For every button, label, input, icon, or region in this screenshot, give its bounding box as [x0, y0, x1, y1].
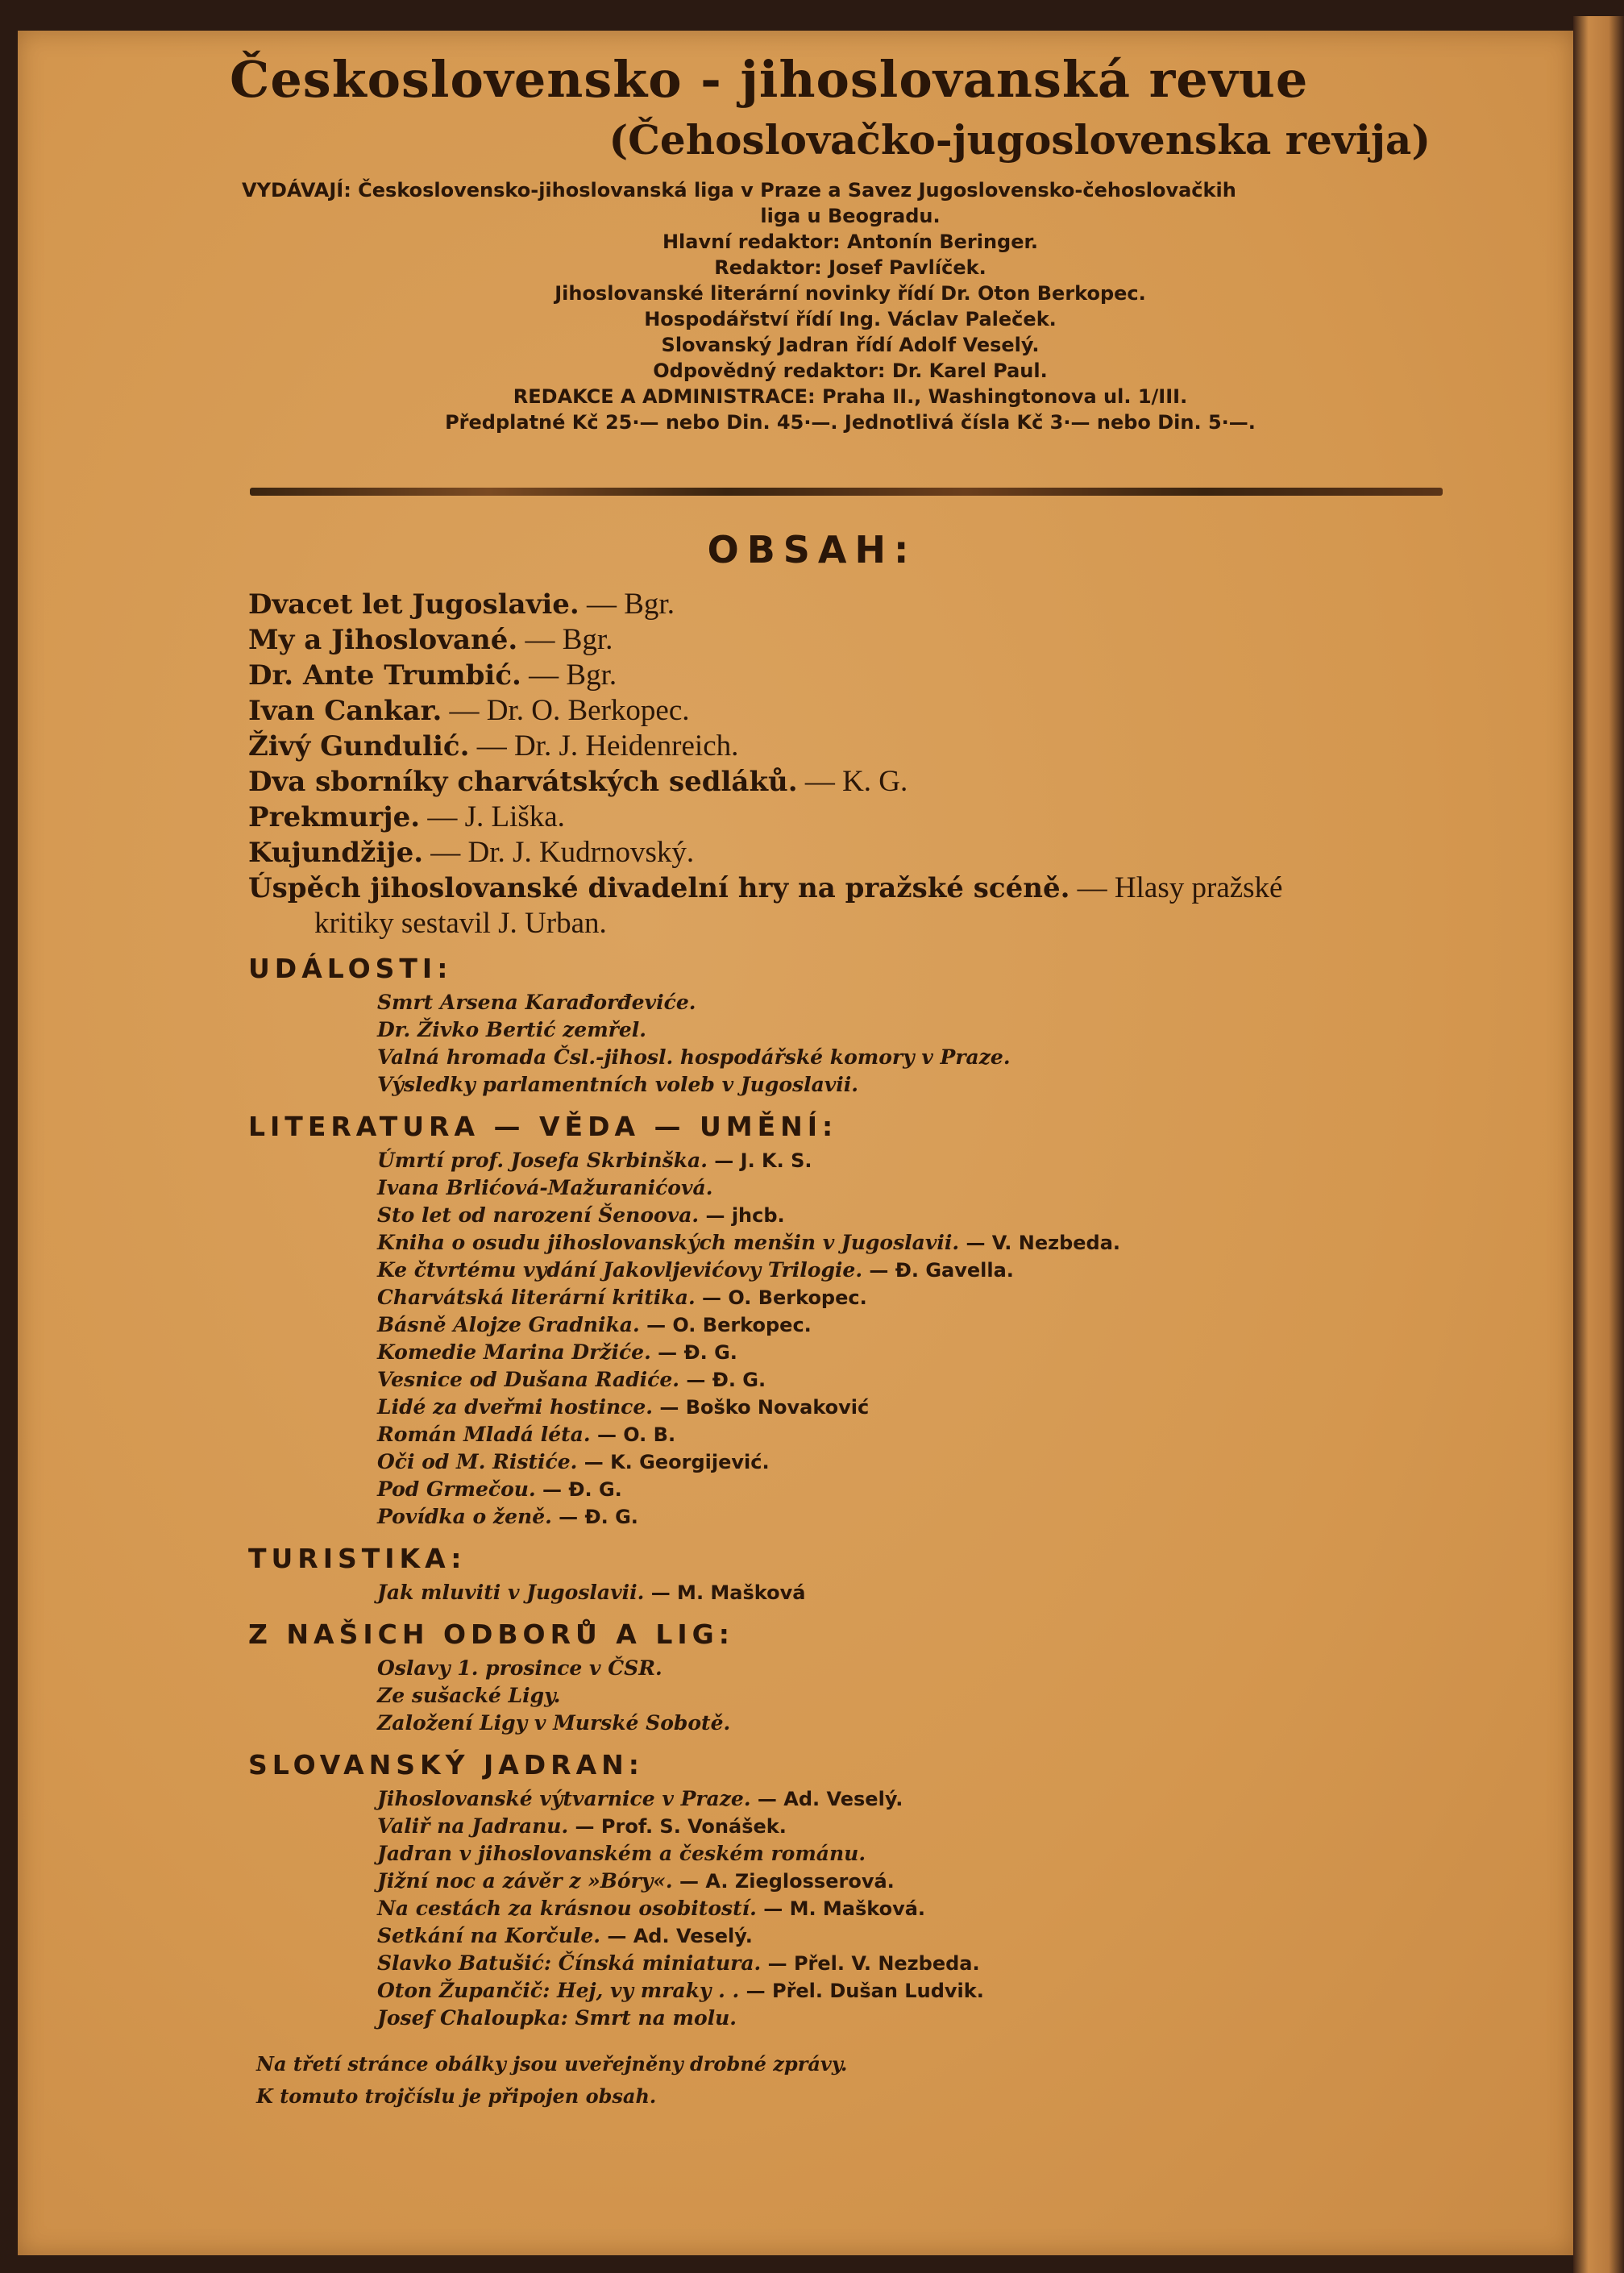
table-of-contents — [248, 587, 1457, 2113]
item-title: Ze sušacké Ligy. — [377, 1684, 561, 1707]
imprint-line: Předplatné Kč 25·— nebo Din. 45·—. Jednotlivá čísla Kč 3·— nebo Din. 5·—. — [445, 411, 1256, 434]
item-title: Úmrtí prof. Josefa Skrbinška. — [377, 1149, 708, 1172]
article-title: Prekmurje. — [248, 801, 421, 833]
item-title: Povídka o ženě. — [377, 1505, 552, 1528]
item-title: Básně Alojze Gradnika. — [377, 1313, 640, 1336]
imprint-line: liga u Beogradu. — [760, 205, 941, 227]
item-author: — O. B. — [590, 1423, 676, 1446]
item-author: — A. Zieglosserová. — [672, 1870, 895, 1893]
imprint-block — [242, 177, 1459, 435]
main-article-item — [248, 658, 1457, 693]
article-author: — Bgr. — [521, 659, 617, 692]
imprint-line: Hlavní redaktor: Antonín Beringer. — [662, 231, 1039, 253]
item-author: — Boško Novaković — [652, 1396, 870, 1419]
section-item — [248, 1202, 1457, 1229]
section-item — [248, 1394, 1457, 1421]
section-heading-turistika: TURISTIKA: — [248, 1543, 467, 1574]
item-author: — Đ. G. — [535, 1478, 622, 1501]
main-article-item — [248, 871, 1457, 906]
main-article-item — [248, 693, 1457, 729]
item-author: — M. Mašková — [644, 1581, 806, 1604]
imprint-line: Odpovědný redaktor: Dr. Karel Paul. — [653, 359, 1048, 382]
section-item — [248, 1977, 1457, 2005]
item-author: — K. Georgijević. — [577, 1451, 770, 1473]
section-heading-odboru: Z NAŠICH ODBORŮ A LIG: — [248, 1619, 734, 1650]
item-author: — Prof. S. Vonášek. — [568, 1815, 787, 1838]
notes-block — [248, 2048, 1457, 2113]
article-author: — K. G. — [797, 765, 908, 798]
contents-heading: OBSAH: — [707, 528, 917, 571]
item-title: Jižní noc a závěr z »Bóry«. — [377, 1869, 673, 1893]
main-articles-list — [248, 587, 1457, 906]
journal-subtitle: (Čehoslovačko-jugoslovenska revija) — [608, 116, 1431, 164]
section-item — [248, 1895, 1457, 1922]
item-title: Ke čtvrtému vydání Jakovljevićovy Trilogie. — [377, 1258, 863, 1282]
section-item — [248, 1868, 1457, 1895]
main-article-item — [248, 764, 1457, 800]
section-item — [248, 1257, 1457, 1284]
note-line: K tomuto trojčíslu je připojen obsah. — [256, 2084, 657, 2108]
article-author: — Dr. J. Kudrnovský. — [423, 836, 695, 869]
item-title: Jak mluviti v Jugoslavii. — [377, 1581, 645, 1604]
item-title: Román Mladá léta. — [377, 1423, 591, 1446]
main-article-item — [248, 835, 1457, 871]
item-title: Sto let od narození Šenoova. — [377, 1203, 700, 1227]
note-line: Na třetí stránce obálky jsou uveřejněny drobné zprávy. — [256, 2052, 848, 2076]
article-author: — J. Liška. — [420, 800, 565, 833]
section-heading-literatura: LITERATURA — VĚDA — UMĚNÍ: — [248, 1111, 838, 1142]
main-article-item — [248, 729, 1457, 764]
item-title: Smrt Arsena Karađorđeviće. — [377, 991, 696, 1014]
section-item — [248, 1579, 1457, 1606]
section-item — [248, 1071, 1457, 1099]
item-title: Slavko Batušić: Čínská miniatura. — [377, 1951, 762, 1975]
item-title: Jihoslovanské výtvarnice v Praze. — [377, 1787, 751, 1810]
book-spine-edge — [1573, 16, 1624, 2273]
article-title: Ivan Cankar. — [248, 695, 442, 727]
main-item-continuation: kritiky sestavil J. Urban. — [314, 907, 607, 940]
section-item — [248, 989, 1457, 1016]
item-author: — Ad. Veselý. — [600, 1925, 753, 1947]
item-title: Výsledky parlamentních voleb v Jugoslavii. — [377, 1073, 858, 1096]
main-article-item — [248, 800, 1457, 835]
imprint-line: Redaktor: Josef Pavlíček. — [714, 256, 986, 279]
article-author: — Dr. O. Berkopec. — [442, 694, 690, 727]
section-item — [248, 1016, 1457, 1044]
article-title: Úspěch jihoslovanské divadelní hry na pražské scéně. — [248, 872, 1070, 904]
article-title: Dvacet let Jugoslavie. — [248, 588, 579, 621]
imprint-line: Jihoslovanské literární novinky řídí Dr. Oton Berkopec. — [554, 282, 1146, 305]
item-title: Kniha o osudu jihoslovanských menšin v Jugoslavii. — [377, 1231, 960, 1254]
section-item — [248, 1682, 1457, 1710]
article-author: — Dr. J. Heidenreich. — [469, 729, 739, 763]
item-title: Pod Grmečou. — [377, 1477, 536, 1501]
section-item — [248, 1421, 1457, 1448]
item-title: Charvátská literární kritika. — [377, 1286, 696, 1309]
item-title: Oči od M. Ristiće. — [377, 1450, 578, 1473]
section-item — [248, 1476, 1457, 1503]
section-item — [248, 1813, 1457, 1840]
item-author: — Přel. Dušan Ludvik. — [739, 1980, 984, 2002]
item-title: Vesnice od Dušana Radiće. — [377, 1368, 680, 1391]
section-item — [248, 1311, 1457, 1339]
item-title: Valiř na Jadranu. — [377, 1814, 569, 1838]
contents-sections — [248, 952, 1457, 2032]
article-title: Dr. Ante Trumbić. — [248, 659, 521, 692]
section-item — [248, 1922, 1457, 1950]
section-item — [248, 1503, 1457, 1531]
main-article-item — [248, 622, 1457, 658]
item-title: Ivana Brlićová-Mažuranićová. — [377, 1176, 713, 1199]
imprint-line: Slovanský Jadran řídí Adolf Veselý. — [661, 334, 1040, 356]
item-title: Na cestách za krásnou osobitostí. — [377, 1897, 757, 1920]
item-title: Dr. Živko Bertić zemřel. — [377, 1018, 646, 1041]
decorative-rule — [250, 488, 1443, 496]
section-item — [248, 1950, 1457, 1977]
item-author: — jhcb. — [699, 1204, 785, 1227]
section-item — [248, 1448, 1457, 1476]
item-author: — O. Berkopec. — [639, 1314, 812, 1336]
article-author: — Bgr. — [517, 623, 613, 656]
article-author: — Bgr. — [579, 588, 675, 621]
section-item — [248, 1710, 1457, 1737]
item-title: Oton Župančič: Hej, vy mraky . . — [377, 1979, 740, 2002]
journal-title: Československo - jihoslovanská revue — [230, 50, 1309, 109]
imprint-line: REDAKCE A ADMINISTRACE: Praha II., Washingtonova ul. 1/III. — [513, 385, 1188, 408]
item-title: Komedie Marina Držiće. — [377, 1340, 651, 1364]
section-item — [248, 1339, 1457, 1366]
item-title: Josef Chaloupka: Smrt na molu. — [377, 2006, 737, 2030]
item-author: — O. Berkopec. — [695, 1286, 867, 1309]
section-item — [248, 1655, 1457, 1682]
article-title: Živý Gundulić. — [248, 730, 470, 763]
item-author: — Đ. G. — [650, 1341, 737, 1364]
section-item — [248, 2005, 1457, 2032]
section-item — [248, 1785, 1457, 1813]
section-item — [248, 1840, 1457, 1868]
masthead — [230, 48, 1455, 169]
item-title: Založení Ligy v Murské Sobotě. — [377, 1711, 731, 1735]
item-title: Setkání na Korčule. — [377, 1924, 601, 1947]
item-author: — V. Nezbeda. — [959, 1232, 1121, 1254]
section-item — [248, 1229, 1457, 1257]
section-item — [248, 1044, 1457, 1071]
article-title: My a Jihoslované. — [248, 624, 518, 656]
item-author: — J. K. S. — [707, 1149, 812, 1172]
item-title: Lidé za dveřmi hostince. — [377, 1395, 653, 1419]
section-heading-udalosti: UDÁLOSTI: — [248, 953, 453, 984]
section-item — [248, 1366, 1457, 1394]
item-title: Valná hromada Čsl.-jihosl. hospodářské komory v Praze. — [377, 1045, 1011, 1069]
article-author: — Hlasy pražské — [1070, 871, 1283, 904]
item-title: Jadran v jihoslovanském a českém románu. — [377, 1842, 866, 1865]
item-author: — Přel. V. Nezbeda. — [761, 1952, 980, 1975]
section-item — [248, 1284, 1457, 1311]
section-heading-jadran: SLOVANSKÝ JADRAN: — [248, 1749, 644, 1781]
item-author: — Đ. G. — [551, 1506, 638, 1528]
item-author: — Đ. Gavella. — [862, 1259, 1014, 1282]
imprint-line: VYDÁVAJÍ: Československo-jihoslovanská liga v Praze a Savez Jugoslovensko-čehoslovačkih — [242, 179, 1236, 202]
main-article-item — [248, 587, 1457, 622]
section-item — [248, 1174, 1457, 1202]
imprint-line: Hospodářství řídí Ing. Václav Paleček. — [644, 308, 1057, 330]
item-author: — Đ. G. — [679, 1369, 766, 1391]
article-title: Kujundžije. — [248, 837, 424, 869]
item-author: — Ad. Veselý. — [750, 1788, 903, 1810]
item-title: Oslavy 1. prosince v ČSR. — [377, 1656, 662, 1680]
article-title: Dva sborníky charvátských sedláků. — [248, 766, 798, 798]
item-author: — M. Mašková. — [756, 1897, 926, 1920]
section-item — [248, 1147, 1457, 1174]
